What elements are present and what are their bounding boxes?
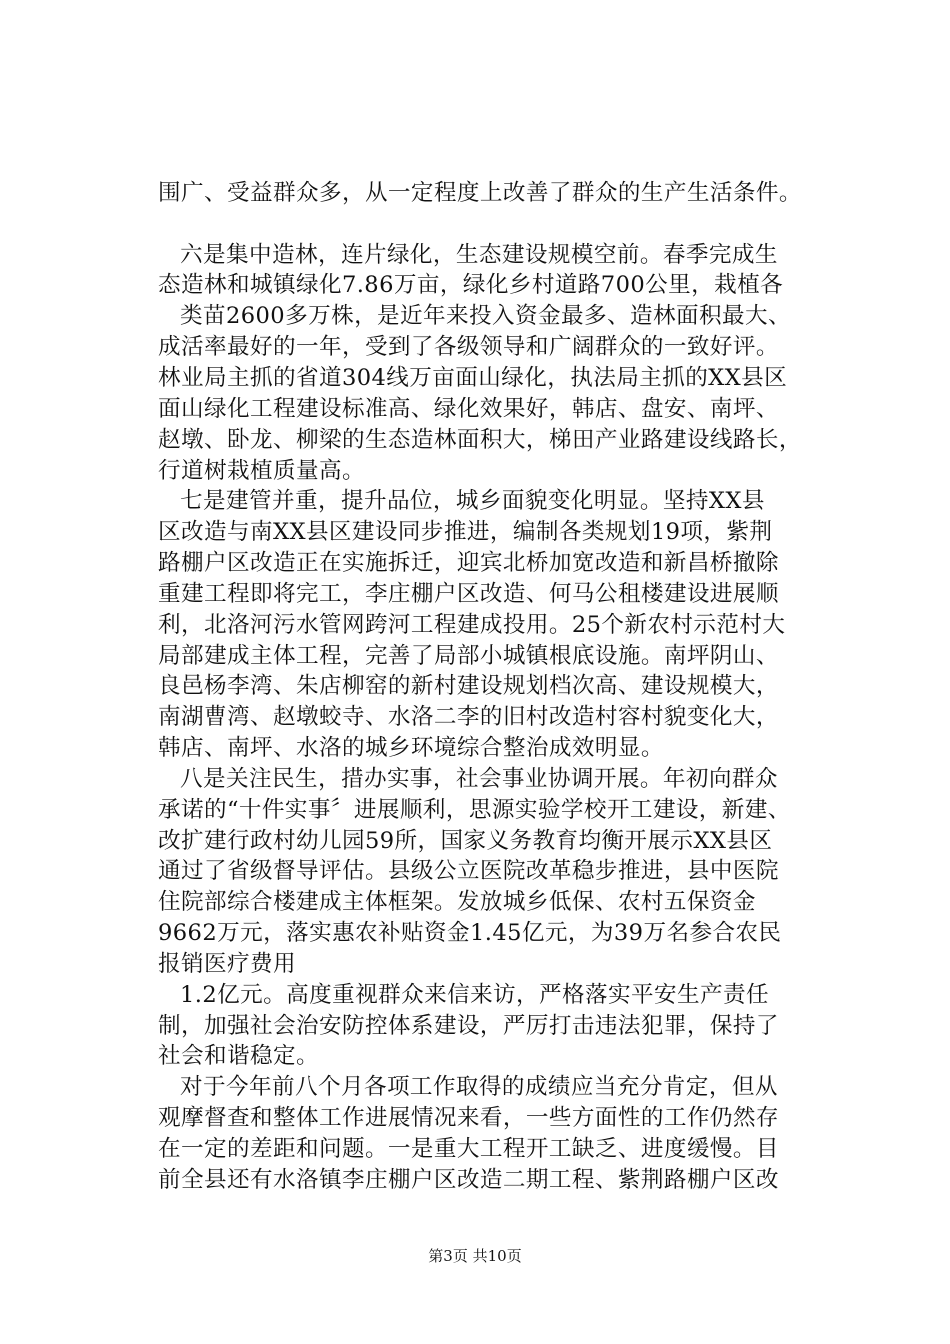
- text-line-4: 类苗2600多万株，是近年来投入资金最多、造林面积最大、: [180, 303, 791, 329]
- text-line-19: 八是关注民生，措办实事，社会事业协调开展。年初向群众: [180, 766, 778, 792]
- text-line-10: 七是建管并重，提升品位，城乡面貌变化明显。坚持XX县: [180, 488, 765, 514]
- text-line-17: 南湖曹湾、赵墩蛟寺、水洛二李的旧村改造村容村貌变化大，: [158, 704, 779, 730]
- text-line-30: 观摩督查和整体工作进展情况来看，一些方面性的工作仍然存: [158, 1105, 779, 1131]
- text-line-25: 报销医疗费用: [158, 951, 296, 977]
- text-line-20: 承诺的“十件实事〞进展顺利，思源实验学校开工建设，新建、: [158, 797, 791, 823]
- text-line-26: 1.2亿元。高度重视群众来信来访，严格落实平安生产责任: [180, 982, 769, 1008]
- text-line-16: 良邑杨李湾、朱店柳窑的新村建设规划档次高、建设规模大，: [158, 673, 779, 699]
- text-line-14: 利，北洛河污水管网跨河工程建成投用。25个新农村示范村大: [158, 612, 786, 638]
- text-line-29: 对于今年前八个月各项工作取得的成绩应当充分肯定，但从: [180, 1074, 778, 1100]
- text-line-6: 林业局主抓的省道304线万亩面山绿化，执法局主抓的XX县区: [158, 365, 788, 391]
- text-line-23: 住院部综合楼建成主体框架。发放城乡低保、农村五保资金: [158, 889, 756, 915]
- text-line-13: 重建工程即将完工，李庄棚户区改造、何马公租楼建设进展顺: [158, 581, 779, 607]
- text-line-28: 社会和谐稳定。: [158, 1043, 319, 1069]
- text-line-32: 前全县还有水洛镇李庄棚户区改造二期工程、紫荆路棚户区改: [158, 1167, 779, 1193]
- text-line-3: 态造林和城镇绿化7.86万亩，绿化乡村道路700公里，栽植各: [158, 272, 784, 298]
- text-line-1: 围广、受益群众多，从一定程度上改善了群众的生产生活条件。: [158, 180, 802, 206]
- text-line-15: 局部建成主体工程，完善了局部小城镇根底设施。南坪阴山、: [158, 643, 779, 669]
- text-line-12: 路棚户区改造正在实施拆迁，迎宾北桥加宽改造和新昌桥撤除: [158, 550, 779, 576]
- text-line-21: 改扩建行政村幼儿园59所，国家义务教育均衡开展示XX县区: [158, 828, 773, 854]
- text-line-2: 六是集中造林，连片绿化，生态建设规模空前。春季完成生: [180, 242, 778, 268]
- page-number-footer: 第3页 共10页: [428, 1247, 522, 1265]
- text-line-24: 9662万元，落实惠农补贴资金1.45亿元，为39万名参合农民: [158, 920, 782, 946]
- text-line-9: 行道树栽植质量高。: [158, 458, 365, 484]
- text-line-11: 区改造与南XX县区建设同步推进，编制各类规划19项，紫荆: [158, 519, 773, 545]
- text-line-18: 韩店、南坪、水洛的城乡环境综合整治成效明显。: [158, 735, 664, 761]
- text-line-8: 赵墩、卧龙、柳梁的生态造林面积大，梯田产业路建设线路长，: [158, 427, 802, 453]
- text-line-31: 在一定的差距和问题。一是重大工程开工缺乏、进度缓慢。目: [158, 1136, 779, 1162]
- text-line-7: 面山绿化工程建设标准高、绿化效果好，韩店、盘安、南坪、: [158, 396, 779, 422]
- text-line-27: 制，加强社会治安防控体系建设，严厉打击违法犯罪，保持了: [158, 1013, 779, 1039]
- text-line-5: 成活率最好的一年，受到了各级领导和广阔群众的一致好评。: [158, 334, 779, 360]
- text-line-22: 通过了省级督导评估。县级公立医院改革稳步推进，县中医院: [158, 858, 779, 884]
